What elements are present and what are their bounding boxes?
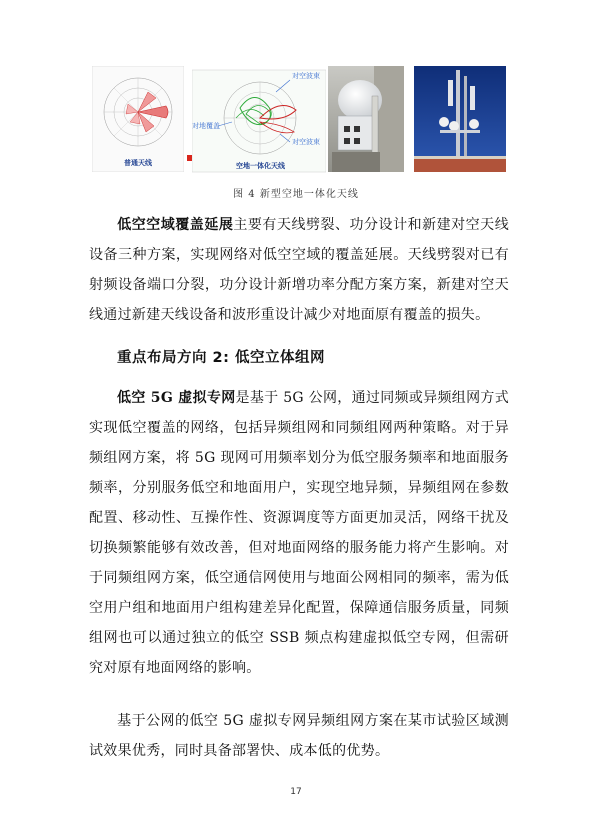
sky-coverage-lower-label: 对空波束 [292,138,320,146]
paragraph-1-lead: 低空空域覆盖延展 [117,217,234,233]
integrated-antenna-diagram [192,66,326,176]
antenna-tower-photo [414,66,506,172]
paragraph-airspace-extension [89,210,509,330]
integrated-antenna-label: 空地一体化天线 [236,162,285,170]
ground-coverage-label: 对地覆盖 [192,122,220,130]
sky-coverage-label: 对空波束 [292,72,320,80]
figure-row [92,66,506,176]
paragraph-test-result [89,706,509,766]
paragraph-1-text: 主要有天线劈裂、功分设计和新建对空天线设备三种方案，实现网络对低空空域的覆盖延展。天线劈裂对已有射频设备端口分裂，功分设计新增功率分配方案方案，新建对空天线通过新建天线设备和波形重设计减少对地面原有覆盖的损失。 [89,217,510,323]
integrated-antenna-pattern [192,66,326,176]
antenna-device-photo [328,66,404,172]
normal-antenna-diagram [92,66,184,172]
normal-antenna-label: 普通天线 [124,159,152,167]
section-heading: 重点布局方向 2: 低空立体组网 [117,350,325,366]
paragraph-3-text: 基于公网的低空 5G 虚拟专网异频组网方案在某市试验区域测试效果优秀，同时具备部署快、成本低的优势。 [89,713,509,759]
paragraph-2-text: 是基于 5G 公网，通过同频或异频组网方式实现低空覆盖的网络，包括异频组网和同频组网两种策略。对于异频组网方案，将 5G 现网可用频率划分为低空服务频率和地面服务频率，分别服务低空和地面用户，实现空地异频，异频组网在参数配置、移动性、互操作性、资源调度等方面更加灵活，网络干扰及切换频繁能够有效改善，但对地面网络的服务能力将产生影响。对于同频组网方案，低空通信网使用与地面公网相同的频率，需为低空用户组和地面用户组构建差异化配置，保障通信服务质量，同频组网也可以通过独立的低空 SSB 频点构建虚拟低空专网，但需研究对原有地面网络的影响。 [89,390,509,676]
paragraph-2-lead: 低空 5G 虚拟专网 [117,390,236,406]
normal-antenna-pattern [92,66,184,172]
paragraph-virtual-network [89,383,509,683]
page-number: 17 [290,787,302,797]
figure-caption: 图 4 新型空地一体化天线 [233,189,359,200]
